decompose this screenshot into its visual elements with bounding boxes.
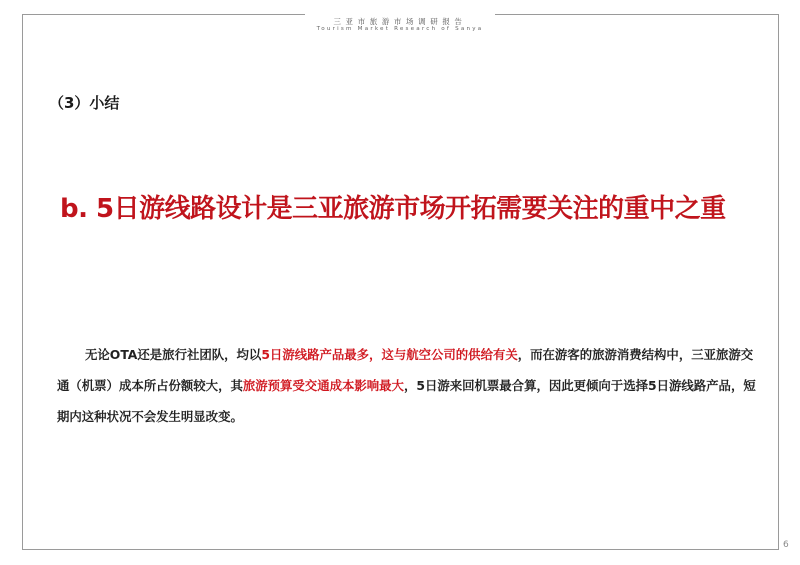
body-text-part-3: ，5日游来回机票最合算，因此更倾向于选择5日游线路产品，短期内这种状况不会发生明显改变。 xyxy=(57,378,756,424)
section-subtitle: （3）小结 xyxy=(49,94,120,112)
report-header xyxy=(305,6,495,32)
slide-frame xyxy=(22,14,779,550)
page-number: 6 xyxy=(783,540,789,550)
body-text-part-2: ，而在游客的旅游消费结构中，三亚旅游交通（机票）成本所占份额较大，其 xyxy=(57,347,754,393)
body-paragraph xyxy=(57,339,765,432)
report-title-en: Tourism Market Research of Sanya xyxy=(316,26,484,32)
body-text-part-1: 无论OTA还是旅行社团队，均以 xyxy=(85,347,262,362)
body-highlight-2: 旅游预算受交通成本影响最大 xyxy=(242,378,404,393)
body-highlight-1: 5日游线路产品最多，这与航空公司的供给有关 xyxy=(261,347,518,362)
report-title-cn: 三亚市旅游市场调研报告 xyxy=(333,17,467,26)
section-headline: b. 5日游线路设计是三亚旅游市场开拓需要关注的重中之重 xyxy=(60,194,726,224)
